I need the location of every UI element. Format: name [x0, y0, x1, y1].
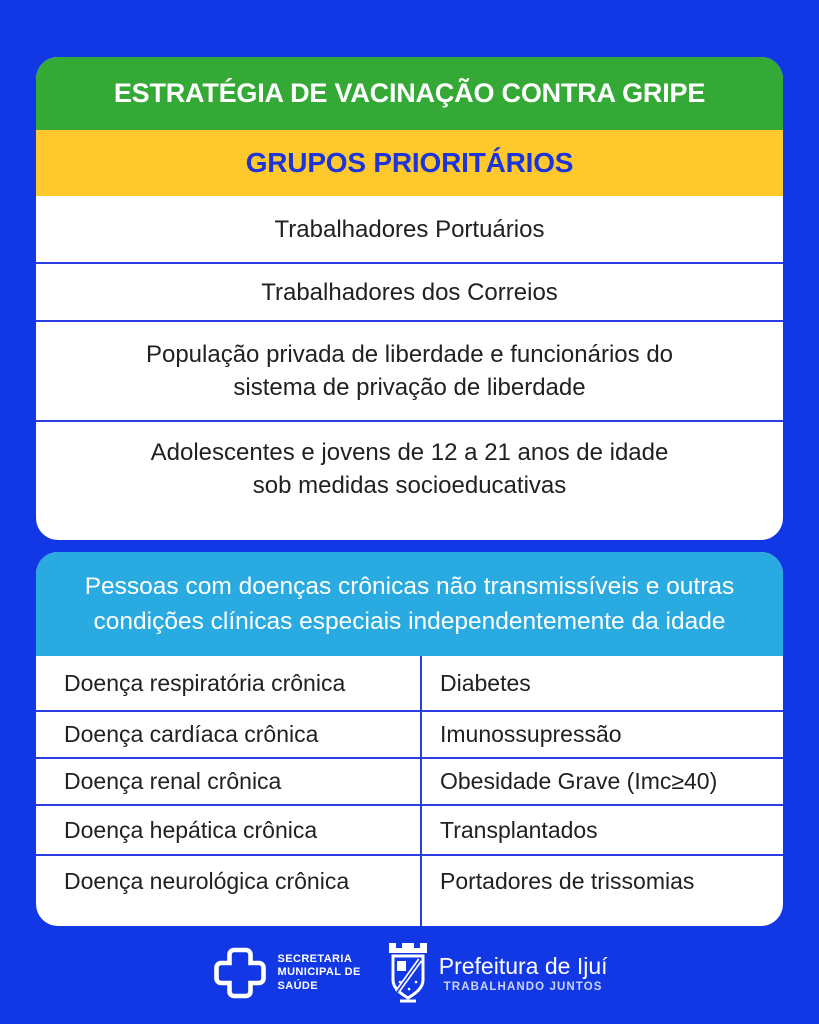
table-row — [36, 656, 783, 710]
secretariat-label-line2: MUNICIPAL DE — [277, 966, 361, 979]
city-crest-icon — [387, 942, 429, 1004]
chronic-conditions-header — [36, 552, 783, 656]
priority-group-label: Adolescentes e jovens de 12 a 21 anos de idade sob medidas socioeducativas — [150, 439, 669, 499]
poster-subtitle: GRUPOS PRIORITÁRIOS — [245, 147, 574, 178]
table-row — [36, 804, 783, 854]
table-cell: Imunossupressão — [440, 721, 622, 747]
health-secretariat-logo — [212, 945, 361, 1001]
table-cell: Doença neurológica crônica — [36, 856, 422, 926]
table-cell: Obesidade Grave (Imc≥40) — [440, 768, 718, 794]
subtitle-bar — [36, 130, 783, 196]
table-cell: Diabetes — [440, 669, 531, 696]
health-cross-icon — [212, 945, 268, 1001]
poster-title: ESTRATÉGIA DE VACINAÇÃO CONTRA GRIPE — [113, 78, 706, 108]
priority-group-label: Trabalhadores Portuários — [274, 215, 545, 243]
secretariat-label-line3: SAÚDE — [277, 979, 319, 992]
city-hall-logo — [387, 942, 608, 1004]
table-cell: Portadores de trissomias — [440, 867, 695, 894]
priority-groups-card — [36, 57, 783, 540]
chronic-conditions-title: Pessoas com doenças crônicas não transmissíveis e outras condições clínicas especiais independentemente da idade — [84, 573, 735, 635]
footer — [0, 938, 819, 1008]
table-cell: Doença hepática crônica — [36, 806, 422, 854]
chronic-conditions-card — [36, 552, 783, 926]
secretariat-label-line1: SECRETARIA — [277, 952, 353, 965]
table-cell: Doença renal crônica — [36, 759, 422, 804]
poster-title-bar — [36, 57, 783, 130]
priority-group-row — [36, 196, 783, 262]
table-row — [36, 757, 783, 804]
table-row — [36, 710, 783, 757]
table-cell: Transplantados — [440, 816, 598, 843]
priority-group-row — [36, 420, 783, 540]
priority-group-label: Trabalhadores dos Correios — [261, 278, 558, 306]
priority-group-row — [36, 320, 783, 420]
table-cell: Doença respiratória crônica — [36, 656, 422, 710]
city-hall-slogan: TRABALHANDO JUNTOS — [443, 981, 603, 993]
secretariat-label — [278, 953, 361, 994]
chronic-conditions-table — [36, 656, 783, 926]
city-hall-label — [439, 953, 608, 993]
priority-groups-list — [36, 196, 783, 540]
table-cell: Doença cardíaca crônica — [36, 712, 422, 757]
priority-group-label: População privada de liberdade e funcionários do sistema de privação de liberdade — [145, 341, 674, 401]
table-row — [36, 854, 783, 926]
priority-group-row — [36, 262, 783, 320]
city-hall-name: Prefeitura de Ijuí — [438, 953, 608, 979]
